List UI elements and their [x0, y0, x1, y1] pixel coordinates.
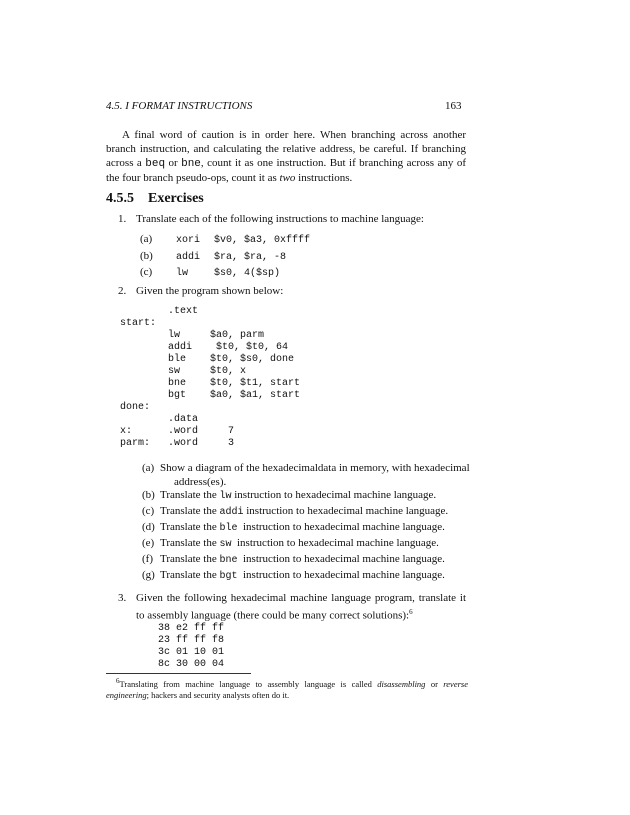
row-label: (a)	[140, 233, 153, 245]
exercise-3-number: 3.	[118, 592, 127, 604]
part-code: ble	[219, 523, 238, 534]
part-label: (e)	[142, 537, 155, 549]
part-pre: Translate the	[160, 569, 220, 581]
part-pre: Translate the	[160, 537, 220, 549]
part-post: instruction to hexadecimal machine language.	[237, 569, 445, 581]
part-text	[160, 568, 445, 584]
part-post: instruction to hexadecimal machine language.	[237, 521, 445, 533]
row-label: (b)	[140, 250, 153, 262]
part-text	[160, 536, 439, 552]
hex-program: 38 e2 ff ff 23 ff ff f8 3c 01 10 01 8c 30 00 04	[158, 623, 225, 670]
intro-text-2: or	[165, 157, 182, 169]
part-post: instruction to hexadecimal machine language.	[243, 505, 449, 517]
part-text	[160, 504, 448, 520]
part-label: (a)	[142, 462, 155, 474]
part-code: bgt	[219, 571, 238, 582]
row-op: xori	[176, 235, 201, 246]
footnote-reference: 6	[409, 608, 413, 616]
section-title: Exercises	[148, 191, 204, 206]
part-label: (c)	[142, 505, 155, 517]
intro-code-bne: bne	[181, 158, 201, 170]
part-text	[160, 552, 445, 568]
part-code: bne	[219, 555, 238, 566]
part-text: Show a diagram of the hexadecimaldata in memory, with hexadecimal address(es).	[160, 462, 470, 488]
row-op: lw	[176, 268, 189, 279]
exercise-1-text: Translate each of the following instructions to machine language:	[136, 213, 424, 225]
row-args: $s0, 4($sp)	[214, 268, 281, 279]
part-code: sw	[219, 539, 232, 550]
exercise-2-number: 2.	[118, 285, 127, 297]
intro-text-3: , count it as one instruction. But if branching across any of the four branch pseudo-ops, count it as	[106, 157, 467, 184]
intro-text-1: A final word of caution is in order here. When branching across another branch instruction, and calculating the relative address, be careful. If branching across a	[106, 129, 466, 169]
row-op: addi	[176, 252, 201, 263]
row-args: $ra, $ra, -8	[214, 252, 287, 263]
intro-paragraph	[106, 128, 466, 185]
footnote-rule	[106, 673, 251, 674]
part-post: instruction to hexadecimal machine language.	[237, 553, 445, 565]
intro-code-beq: beq	[145, 158, 166, 170]
part-post: instruction to hexadecimal machine language.	[231, 489, 437, 501]
program-listing: .text start: lw $a0, parm addi $t0, $t0, 64 ble $t0, $s0, done sw $t0, x bne $t0, $t1, start bgt $a0, $a1, start done: .data x: .word 7 parm: .word 3	[120, 306, 301, 449]
part-pre: Translate the	[160, 489, 220, 501]
part-label: (g)	[142, 569, 155, 581]
intro-text-4: instructions.	[295, 172, 353, 184]
footnote-mark: 6	[116, 677, 120, 685]
footnote-emphasis-1: disassembling	[377, 678, 426, 689]
exercise-3-body: Given the following hexadecimal machine language program, translate it to assembly language (there could be many correct solutions):	[136, 592, 466, 622]
exercise-2-text: Given the program shown below:	[136, 285, 284, 297]
footnote-text-1: Translating from machine language to assembly language is called	[119, 678, 378, 689]
part-code: addi	[219, 507, 244, 518]
page-number: 163	[445, 100, 462, 112]
part-label: (b)	[142, 489, 155, 501]
intro-emphasis: two	[279, 172, 296, 184]
footnote-text-2: or	[425, 678, 444, 689]
row-label: (c)	[140, 266, 153, 278]
part-code: lw	[219, 491, 232, 502]
exercise-1-row	[140, 249, 286, 265]
footnote-text-3: ; hackers and security analysts often do it.	[146, 689, 290, 700]
footnote	[106, 676, 468, 701]
part-pre: Translate the	[160, 521, 220, 533]
part-label: (d)	[142, 521, 155, 533]
part-text	[160, 488, 436, 504]
section-number: 4.5.5	[106, 191, 134, 206]
section-heading	[106, 191, 204, 207]
exercise-3-text	[136, 591, 466, 623]
footnote-emphasis-2: reverse engineering	[106, 678, 468, 700]
part-post: instruction to hexadecimal machine language.	[231, 537, 439, 549]
exercise-1-row	[140, 265, 280, 281]
part-pre: Translate the	[160, 553, 220, 565]
row-args: $v0, $a3, 0xffff	[214, 235, 311, 246]
running-header: 4.5. I FORMAT INSTRUCTIONS	[106, 100, 253, 112]
exercise-1-row	[140, 232, 310, 248]
part-pre: Translate the	[160, 505, 220, 517]
part-label: (f)	[142, 553, 153, 565]
part-text	[160, 520, 445, 536]
exercise-1-number: 1.	[118, 213, 127, 225]
